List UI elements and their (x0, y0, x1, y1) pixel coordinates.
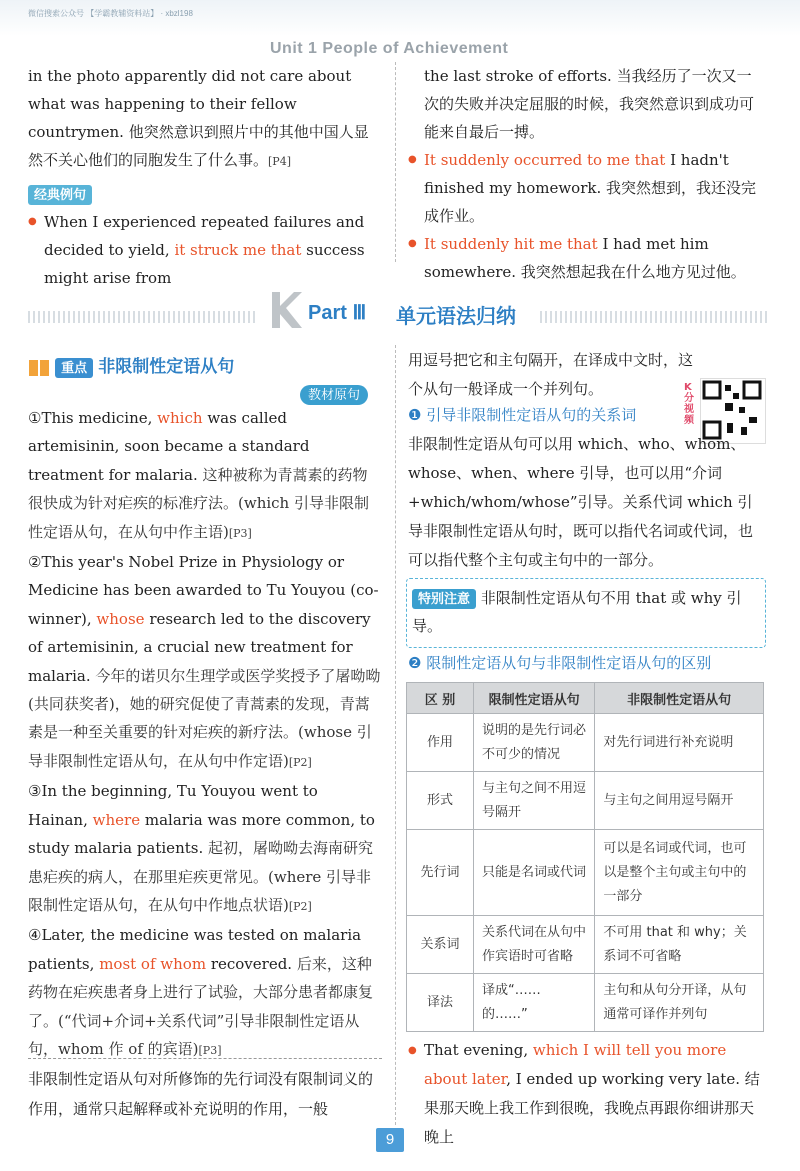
table-cell: 可以是名词或代词，也可以是整个主句或主句中的一部分 (595, 830, 764, 916)
highlight-text: hit me that (513, 235, 598, 253)
table-cell: 对先行词进行补充说明 (595, 714, 764, 772)
table-cell: 关系词 (407, 916, 474, 974)
part-title-cn: 单元语法归纳 (396, 304, 516, 328)
relative-words-paragraph (408, 430, 764, 575)
heading-stripe (28, 311, 258, 323)
page-ref: [P2] (288, 899, 312, 913)
table-cell: 形式 (407, 772, 474, 830)
translation-text: 后来，这种药物在疟疾患者身上进行了试验，大部分患者都康复了。(“代词+介词+关系代词”引导非限制性定语从句，whom 作 of 的宾语) (28, 954, 374, 1058)
sentence-text: malaria was more common, to study malaria patients. (28, 810, 375, 858)
paragraph-text: 用逗号把它和主句隔开，在译成中文时，这个从句一般译成一个并列句。 (408, 351, 694, 398)
translation-text: 这种被称为青蒿素的药物很快成为针对疟疾的标准疗法。(which 引导非限制性定语从句，在从句中作主语) (28, 465, 369, 541)
subheading-1: ❶ 引导非限制性定语从句的关系词 (408, 406, 637, 424)
section-title: 非限制性定语从句 (98, 357, 235, 377)
sentence-text: ②This year's Nobel Prize in Physiology or Medicine has been awarded to Tu Youyou (co-winner), (28, 553, 379, 628)
sentence-text: ③In the beginning, Tu Youyou went to Hainan, (28, 782, 318, 829)
section-divider (28, 1058, 382, 1059)
highlight-text: occurred to me that (513, 151, 666, 169)
sentence-text: I hadn't finished my homework. 我突然想到，我还没完成作业。 (424, 151, 756, 225)
source-tag-wrap (300, 384, 368, 405)
table-row (407, 974, 764, 1032)
table-cell: 主句和从句分开译，从句通常可译作并列句 (595, 974, 764, 1032)
column-divider (395, 62, 396, 262)
note-text: 非限制性定语从句不用 that 或 why 引导。 (412, 589, 742, 635)
part-title: Part Ⅲ (308, 302, 367, 324)
paragraph-text: 非限制性定语从句对所修饰的先行词没有限制词义的作用，通常只起解释或补充说明的作用，一般 (28, 1070, 374, 1118)
sentence-text: I had met him somewhere. 我突然想起我在什么地方见过他。 (424, 235, 746, 281)
top-right-column (408, 62, 764, 286)
table-cell: 先行词 (407, 830, 474, 916)
table-cell: 与主句之间用逗号隔开 (595, 772, 764, 830)
page-ref: [P4] (268, 155, 291, 168)
highlight-text: most of whom (99, 954, 207, 973)
highlight-text: It suddenly (424, 151, 510, 169)
key-point-tag: 重点 (55, 358, 93, 378)
table-cell: 译成“……的……” (474, 974, 595, 1032)
sentence-text: recovered. (210, 954, 293, 973)
table-cell: 译法 (407, 974, 474, 1032)
table-row (407, 830, 764, 916)
grammar-section-header (28, 352, 382, 378)
sentence-text: success might arise from (44, 241, 365, 287)
highlight-text: it struck me that (174, 241, 302, 259)
watermark: 微信搜索公众号 【学霸教辅资料站】 · xbzl198 (28, 9, 193, 18)
table-header: 区 别 (407, 683, 474, 714)
table-cell: 不可用 that 和 why；关系词不可省略 (595, 916, 764, 974)
sentence-text: When I experienced repeated failures and decided to yield, (44, 213, 365, 259)
translation-text: 起初，屠呦呦去海南研究患疟疾的病人，在那里疟疾更常见。(where 引导非限制性定语从句，在从句中作地点状语) (28, 839, 374, 914)
table-cell: 与主句之间不用逗号隔开 (474, 772, 595, 830)
page-number: 9 (376, 1128, 404, 1152)
subheading-2: ❷ 限制性定语从句与非限制性定语从句的区别 (408, 654, 712, 672)
highlight-text: where (92, 810, 141, 829)
video-label: K分视频 (684, 382, 694, 426)
highlight-text: which (157, 409, 203, 427)
highlight-text: which I will tell you more about later (424, 1041, 727, 1088)
heading-stripe (540, 311, 770, 323)
page-ref: [P3] (198, 1043, 222, 1057)
table-header: 非限制性定语从句 (595, 683, 764, 714)
table-row (407, 772, 764, 830)
table-row (407, 916, 764, 974)
highlight-text: whose (96, 609, 145, 628)
sentence-text: ①This medicine, (28, 409, 153, 427)
explanation-paragraph (28, 1064, 382, 1124)
note-tag: 特别注意 (412, 589, 476, 609)
sentence-text: ④Later, the medicine was tested on malaria patients, (28, 926, 362, 973)
comparison-table (406, 682, 764, 1032)
sentence-text: That evening, (424, 1041, 529, 1059)
k-logo-icon (268, 288, 304, 332)
table-header: 限制性定语从句 (474, 683, 595, 714)
table-row (407, 714, 764, 772)
table-cell: 作用 (407, 714, 474, 772)
left-main-column (28, 404, 382, 1065)
table-cell: 只能是名词或代词 (474, 830, 595, 916)
paragraph-text: in the photo apparently did not care about what was happening to their fellow countrymen. 他突然意识到照片中的其他中国人显然不关心他们的同胞发生了什么事。 (28, 67, 369, 169)
paragraph-text: 非限制性定语从句可以用 which、who、whom、whose、when、where 引导，也可以用“介词+which/whom/whose”引导。关系代词 which 引导非限制性定语从句时，既可以指代名词或代词，也可以指代整个主句或主句中的一部分。 (408, 435, 754, 569)
sentence-text: , I ended up working very late. 结果那天晚上我工作到很晚，我晚点再跟你细讲那天晚上 (424, 1070, 760, 1146)
source-tag: 教材原句 (300, 385, 368, 405)
page-ref: [P2] (288, 755, 312, 769)
sentence-text: research led to the discovery of artemisinin, a crucial new treatment for malaria. (28, 609, 371, 685)
sentence-text: was called artemisinin, soon became a standard treatment for malaria. (28, 409, 310, 484)
page-ref: [P3] (228, 526, 252, 540)
highlight-text: It suddenly (424, 235, 510, 253)
table-cell: 关系代词在从句中作宾语时可省略 (474, 916, 595, 974)
example-tag: 经典例句 (28, 185, 92, 205)
example-sentence (424, 1036, 764, 1152)
right-intro (408, 346, 698, 404)
special-note (412, 584, 760, 640)
table-cell: 说明的是先行词必不可少的情况 (474, 714, 595, 772)
unit-header: Unit 1 People of Achievement (270, 40, 509, 57)
translation-text: 今年的诺贝尔生理学或医学奖授予了屠呦呦(共同获奖者)，她的研究促使了青蒿素的发现，青蒿素是一种至关重要的针对疟疾的新疗法。(whose 引导非限制性定语从句，在从句中作定语) (28, 666, 381, 770)
table-header-row (407, 683, 764, 714)
book-icon (28, 358, 50, 378)
paragraph-text: the last stroke of efforts. 当我经历了一次又一次的失败并决定屈服的时候，我突然意识到成功可能来自最后一搏。 (424, 67, 755, 141)
top-left-column (28, 62, 382, 292)
column-divider (395, 345, 396, 1125)
